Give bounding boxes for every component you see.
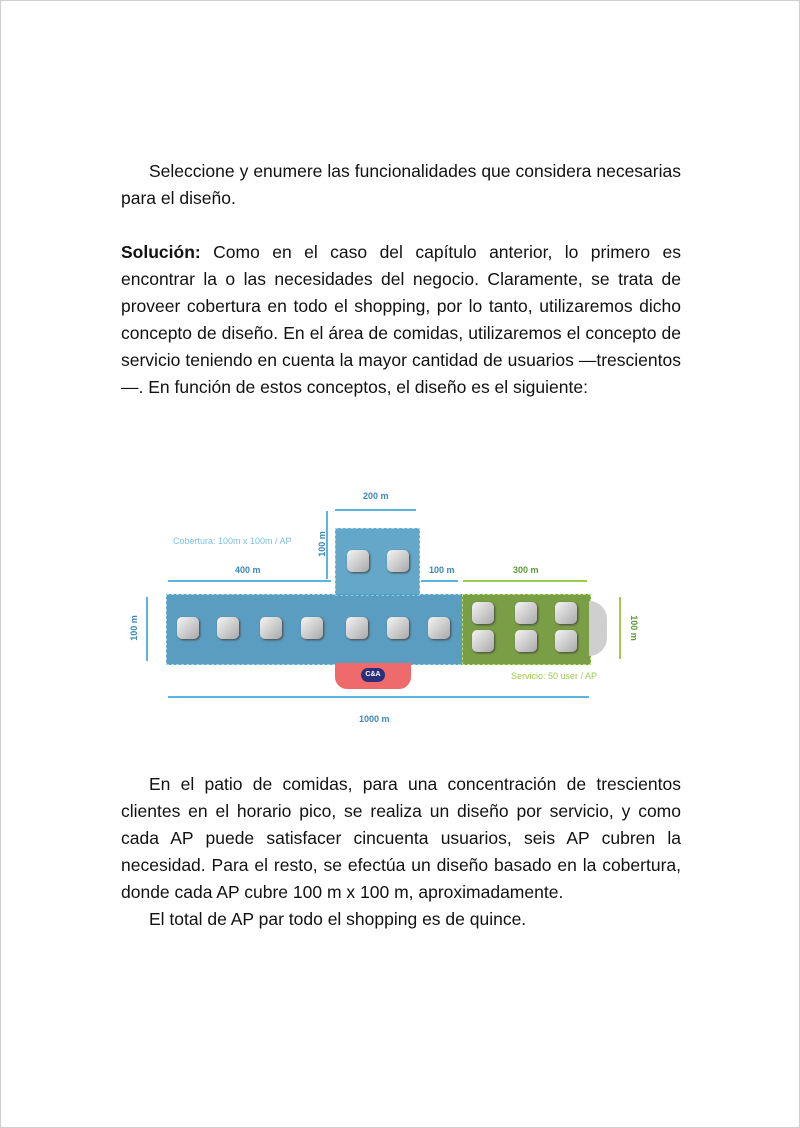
solution-label: Solución: — [121, 242, 201, 262]
dim-right-height-label: 100 m — [628, 615, 639, 641]
dim-mid-label: 100 m — [429, 565, 455, 575]
access-point-icon — [428, 617, 450, 639]
dim-left-height-label: 100 m — [128, 615, 139, 641]
dimension-arrow — [146, 597, 148, 661]
dim-top-height-label: 100 m — [316, 531, 327, 557]
access-point-icon — [472, 630, 494, 652]
dim-top-label: 200 m — [363, 491, 389, 501]
mall-ap-diagram — [128, 481, 671, 731]
access-point-icon — [555, 630, 577, 652]
dim-green-label: 300 m — [513, 565, 539, 575]
dimension-arrow — [463, 580, 587, 582]
solution-paragraph — [121, 239, 681, 401]
store-anchor — [335, 663, 411, 689]
dimension-arrow — [168, 696, 589, 698]
exercise-prompt: Seleccione y enumere las funcionalidades que considera necesarias para el diseño. — [121, 161, 681, 208]
dimension-arrow — [619, 597, 621, 659]
dim-total-label: 1000 m — [359, 714, 390, 724]
access-point-icon — [260, 617, 282, 639]
solution-text: Como en el caso del capítulo anterior, lo primero es encontrar la o las necesidades del negocio. Claramente, se trata de proveer cobertura en todo el shopping, por lo tanto, utilizaremos dicho concepto de diseño. En el área de comidas, utilizaremos el concepto de servicio teniendo en cuenta la mayor cantidad de usuarios —trescientos—. En función de estos conceptos, el diseño es el siguiente: — [121, 242, 681, 397]
access-point-icon — [177, 617, 199, 639]
access-point-icon — [472, 602, 494, 624]
coverage-label: Cobertura: 100m x 100m / AP — [173, 536, 292, 546]
access-point-icon — [387, 617, 409, 639]
total-ap-paragraph: El total de AP par todo el shopping es de quince. — [149, 909, 527, 929]
access-point-icon — [347, 550, 369, 572]
dimension-arrow — [335, 509, 416, 511]
building-end — [589, 601, 607, 656]
access-point-icon — [301, 617, 323, 639]
access-point-icon — [217, 617, 239, 639]
access-point-icon — [515, 602, 537, 624]
dimension-arrow — [421, 580, 458, 582]
food-court-paragraph: En el patio de comidas, para una concentración de trescientos clientes en el horario pico, se realiza un diseño por servicio, y como cada AP puede satisfacer cincuenta usuarios, seis AP cubren la necesidad. Para el resto, se efectúa un diseño basado en la cobertura, donde cada AP cubre 100 m x 100 m, aproximadamente. — [121, 774, 681, 902]
access-point-icon — [387, 550, 409, 572]
store-logo: C&A — [361, 668, 385, 682]
access-point-icon — [515, 630, 537, 652]
dim-left-label: 400 m — [235, 565, 261, 575]
dimension-arrow — [168, 580, 331, 582]
access-point-icon — [346, 617, 368, 639]
service-label: Servicio: 50 user / AP — [511, 671, 598, 681]
access-point-icon — [555, 602, 577, 624]
